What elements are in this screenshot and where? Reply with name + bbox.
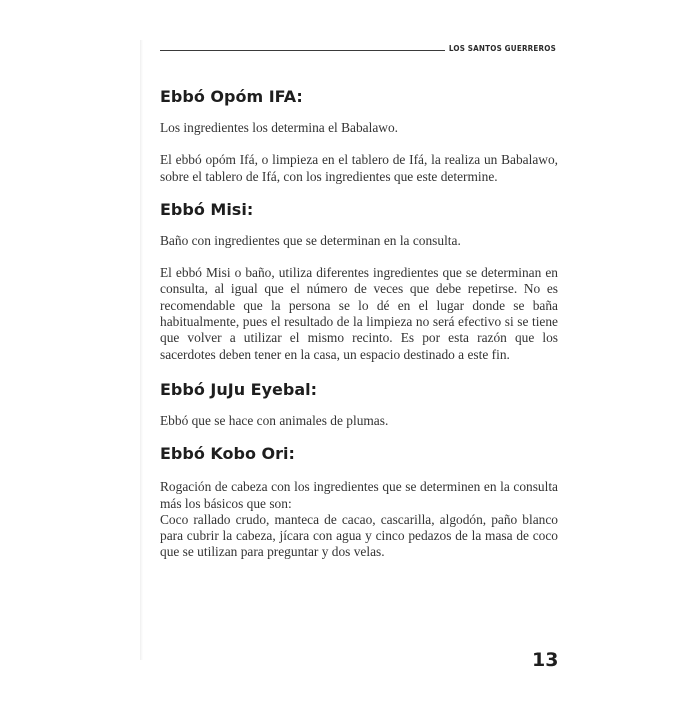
section-2-paragraph-1: Baño con ingredientes que se determinan en la consulta.: [160, 232, 461, 248]
section-heading-ebbo-juju-eyebal: Ebbó JuJu Eyebal:: [160, 379, 317, 399]
section-heading-ebbo-misi: Ebbó Misi:: [160, 199, 254, 219]
running-header: [160, 38, 556, 54]
page-number: 13: [532, 649, 559, 671]
spine-shadow: [140, 40, 143, 660]
section-heading-ebbo-opom-ifa: Ebbó Opóm IFA:: [160, 87, 303, 106]
section-3-paragraph-1: Ebbó que se hace con animales de plumas.: [160, 412, 389, 428]
header-rule: [160, 50, 445, 51]
page-content: [160, 86, 558, 561]
running-title: LOS SANTOS GUERREROS: [448, 44, 556, 53]
section-heading-ebbo-kobo-ori: Ebbó Kobo Ori:: [160, 444, 295, 464]
section-4-paragraph-2: Coco rallado crudo, manteca de cacao, cascarilla, algodón, paño blanco para cubrir la cabeza, jícara con agua y cinco pedazos de la masa de coco que se utilizan para preguntar y dos velas.: [160, 511, 558, 560]
section-2-paragraph-2: El ebbó Misi o baño, utiliza diferentes ingredientes que se determinan en consulta, al igual que el número de veces que debe repetirse. No es recomendable que la persona se lo dé en el lugar donde se baña habitualmente, pues el resultado de la limpieza no será efectivo si se tiene que volver a utilizar el mismo recinto. Es por esta razón que los sacerdotes deben tener en la casa, un espacio destinado a este fin.: [160, 265, 558, 362]
section-1-paragraph-2: El ebbó opóm Ifá, o limpieza en el tablero de Ifá, la realiza un Babalawo, sobre el tablero de Ifá, con los ingredientes que este determine.: [160, 152, 558, 184]
section-1-paragraph-1: Los ingredientes los determina el Babalawo.: [160, 120, 398, 135]
section-4-paragraph-1: Rogación de cabeza con los ingredientes que se determinen en la consulta más los básicos que son:: [160, 479, 558, 511]
